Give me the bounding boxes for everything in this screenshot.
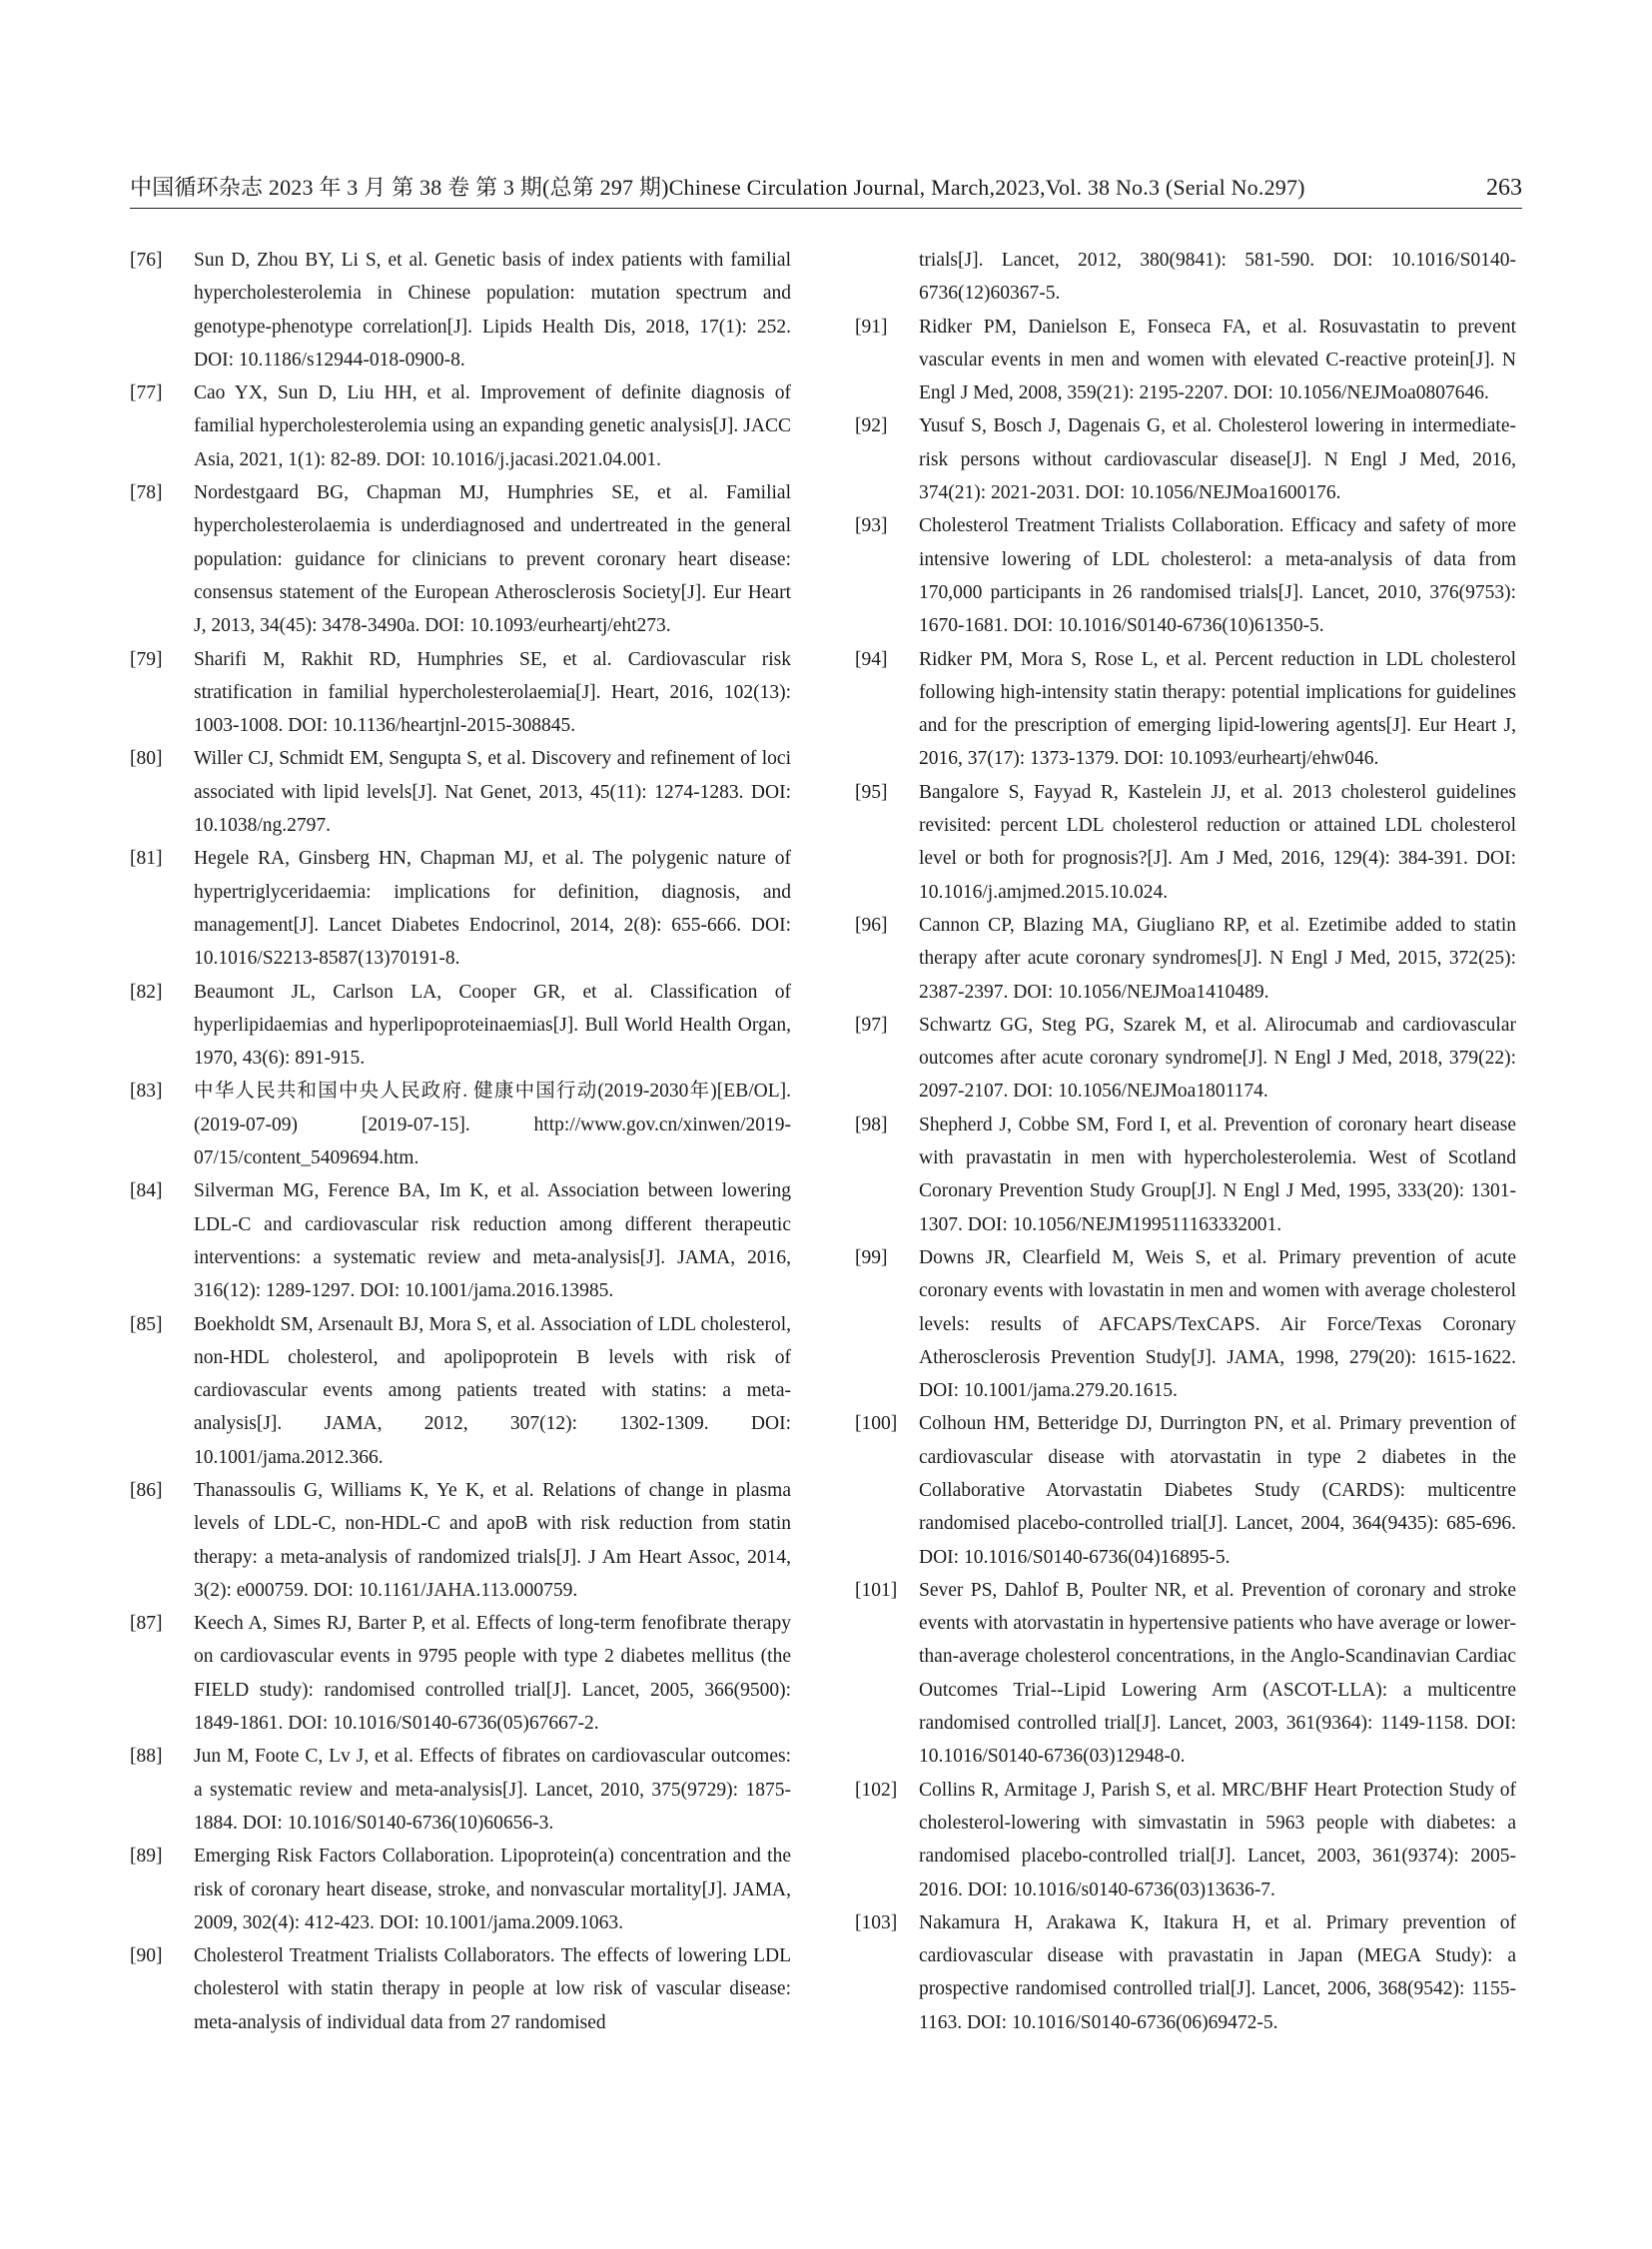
reference-item <box>855 643 1516 776</box>
reference-number: [84] <box>130 1180 163 1202</box>
reference-number: [81] <box>130 848 163 870</box>
reference-item <box>855 244 1516 311</box>
reference-item <box>130 476 791 642</box>
reference-number: [76] <box>130 250 163 271</box>
reference-text: Thanassoulis G, Williams K, Ye K, et al. Relations of change in plasma levels of LDL-C, non-HDL-C and apoB with risk reduction from statin therapy: a meta-analysis of randomized trials[J]. J Am Heart Assoc, 2014, 3(2): e000759. DOI: 10.1161/JAHA.113.000759. <box>194 1479 791 1601</box>
reference-text: Sharifi M, Rakhit RD, Humphries SE, et al. Cardiovascular risk stratification in familial hypercholesterolaemia[J]. Heart, 2016, 102(13): 1003-1008. DOI: 10.1136/heartjnl-2015-308845. <box>194 648 791 737</box>
reference-item <box>130 1840 791 1939</box>
reference-number: [92] <box>855 415 888 437</box>
reference-item <box>130 643 791 743</box>
reference-item <box>855 1906 1516 2039</box>
reference-number: [87] <box>130 1613 163 1635</box>
reference-number: [90] <box>130 1945 163 1967</box>
reference-number: [83] <box>130 1081 163 1103</box>
reference-number: [99] <box>855 1246 888 1268</box>
reference-number: [88] <box>130 1746 163 1768</box>
reference-text: Downs JR, Clearfield M, Weis S, et al. Primary prevention of acute coronary events with lovastatin in men and women with average cholesterol levels: results of AFCAPS/TexCAPS. Air Force/Texas Coronary Atherosclerosis Prevention Study[J]. JAMA, 1998, 279(20): 1615-1622. DOI: 10.1001/jama.279.20.1615. <box>919 1246 1516 1402</box>
reference-text: Collins R, Armitage J, Parish S, et al. MRC/BHF Heart Protection Study of cholesterol-lowering with simvastatin in 5963 people with diabetes: a randomised placebo-controlled trial[J]. Lancet, 2003, 361(9374): 2005-2016. DOI: 10.1016/s0140-6736(03)13636-7. <box>919 1779 1516 1900</box>
reference-text: Sun D, Zhou BY, Li S, et al. Genetic basis of index patients with familial hypercholesterolemia in Chinese population: mutation spectrum and genotype-phenotype correlation[J]. Lipids Health Dis, 2018, 17(1): 252. DOI: 10.1186/s12944-018-0900-8. <box>194 250 791 371</box>
reference-item <box>855 1109 1516 1241</box>
reference-number: [80] <box>130 748 163 770</box>
reference-number: [77] <box>130 382 163 404</box>
reference-text: Hegele RA, Ginsberg HN, Chapman MJ, et al. The polygenic nature of hypertriglyceridaemia: implications for definition, diagnosis, and management[J]. Lancet Diabetes Endocrinol, 2014, 2(8): 655-666. DOI: 10.1016/S2213-8587(13)70191-8. <box>194 848 791 970</box>
reference-item <box>130 742 791 842</box>
reference-item <box>855 1241 1516 1407</box>
reference-number: [94] <box>855 648 888 670</box>
reference-number: [96] <box>855 914 888 936</box>
reference-item <box>855 311 1516 410</box>
reference-item <box>855 1574 1516 1774</box>
reference-number: [102] <box>855 1779 898 1801</box>
reference-text: Silverman MG, Ference BA, Im K, et al. Association between lowering LDL-C and cardiovascular risk reduction among different therapeutic interventions: a systematic review and meta-analysis[J]. JAMA, 2016, 316(12): 1289-1297. DOI: 10.1001/jama.2016.13985. <box>194 1180 791 1302</box>
reference-item <box>855 1407 1516 1573</box>
reference-item <box>855 409 1516 509</box>
reference-number: [103] <box>855 1911 898 1933</box>
reference-item <box>130 1740 791 1840</box>
reference-item <box>855 1774 1516 1906</box>
reference-text: Cholesterol Treatment Trialists Collaborators. The effects of lowering LDL cholesterol with statin therapy in people at low risk of vascular disease: meta-analysis of individual data from 27 randomised <box>194 1945 791 2033</box>
reference-text: Bangalore S, Fayyad R, Kastelein JJ, et al. 2013 cholesterol guidelines revisited: percent LDL cholesterol reduction or attained LDL cholesterol level or both for prognosis?[J]. Am J Med, 2016, 129(4): 384-391. DOI: 10.1016/j.amjmed.2015.10.024. <box>919 781 1516 903</box>
journal-title-line: 中国循环杂志 2023 年 3 月 第 38 卷 第 3 期(总第 297 期)Chinese Circulation Journal, March,2023,Vol. 38 No.3 (Serial No.297) <box>130 175 1305 200</box>
reference-text: Cholesterol Treatment Trialists Collaboration. Efficacy and safety of more intensive lowering of LDL cholesterol: a meta-analysis of data from 170,000 participants in 26 randomised trials[J]. Lancet, 2010, 376(9753): 1670-1681. DOI: 10.1016/S0140-6736(10)61350-5. <box>919 515 1516 637</box>
reference-item <box>130 1075 791 1174</box>
reference-item <box>130 1474 791 1607</box>
reference-item <box>130 1939 791 2039</box>
reference-item <box>855 509 1516 642</box>
reference-number: [93] <box>855 515 888 537</box>
reference-text: Yusuf S, Bosch J, Dagenais G, et al. Cholesterol lowering in intermediate-risk persons without cardiovascular disease[J]. N Engl J Med, 2016, 374(21): 2021-2031. DOI: 10.1056/NEJMoa1600176. <box>919 415 1516 504</box>
reference-text: trials[J]. Lancet, 2012, 380(9841): 581-590. DOI: 10.1016/S0140-6736(12)60367-5. <box>919 250 1516 305</box>
reference-text: Colhoun HM, Betteridge DJ, Durrington PN, et al. Primary prevention of cardiovascular disease with atorvastatin in type 2 diabetes in the Collaborative Atorvastatin Diabetes Study (CARDS): multicentre randomised placebo-controlled trial[J]. Lancet, 2004, 364(9435): 685-696. DOI: 10.1016/S0140-6736(04)16895-5. <box>919 1413 1516 1568</box>
running-header <box>130 172 1522 209</box>
reference-text: Schwartz GG, Steg PG, Szarek M, et al. Alirocumab and cardiovascular outcomes after acute coronary syndrome[J]. N Engl J Med, 2018, 379(22): 2097-2107. DOI: 10.1056/NEJMoa1801174. <box>919 1014 1516 1103</box>
reference-item <box>130 976 791 1076</box>
reference-item <box>130 1308 791 1474</box>
reference-text: Beaumont JL, Carlson LA, Cooper GR, et al. Classification of hyperlipidaemias and hyperlipoproteinaemias[J]. Bull World Health Organ, 1970, 43(6): 891-915. <box>194 981 791 1070</box>
reference-column-right <box>855 244 1516 2039</box>
reference-item <box>855 776 1516 909</box>
reference-number: [95] <box>855 781 888 803</box>
reference-number: [91] <box>855 316 888 338</box>
reference-text: Ridker PM, Danielson E, Fonseca FA, et al. Rosuvastatin to prevent vascular events in men and women with elevated C-reactive protein[J]. N Engl J Med, 2008, 359(21): 2195-2207. DOI: 10.1056/NEJMoa0807646. <box>919 316 1516 404</box>
reference-number: [86] <box>130 1479 163 1501</box>
reference-text: Boekholdt SM, Arsenault BJ, Mora S, et al. Association of LDL cholesterol, non-HDL cholesterol, and apolipoprotein B levels with risk of cardiovascular events among patients treated with statins: a meta-analysis[J]. JAMA, 2012, 307(12): 1302-1309. DOI: 10.1001/jama.2012.366. <box>194 1313 791 1468</box>
reference-item <box>855 1009 1516 1109</box>
reference-text: 中华人民共和国中央人民政府. 健康中国行动(2019-2030年)[EB/OL]. (2019-07-09) [2019-07-15]. http://www.gov.cn/xinwen/2019-07/15/content_5409694.htm. <box>194 1081 791 1169</box>
reference-item <box>855 909 1516 1009</box>
reference-number: [100] <box>855 1413 898 1435</box>
reference-number: [82] <box>130 981 163 1003</box>
page-number: 263 <box>1486 175 1522 201</box>
reference-text: Nakamura H, Arakawa K, Itakura H, et al. Primary prevention of cardiovascular disease with pravastatin in Japan (MEGA Study): a prospective randomised controlled trial[J]. Lancet, 2006, 368(9542): 1155-1163. DOI: 10.1016/S0140-6736(06)69472-5. <box>919 1911 1516 2033</box>
reference-text: Emerging Risk Factors Collaboration. Lipoprotein(a) concentration and the risk of coronary heart disease, stroke, and nonvascular mortality[J]. JAMA, 2009, 302(4): 412-423. DOI: 10.1001/jama.2009.1063. <box>194 1846 791 1933</box>
reference-item <box>130 376 791 476</box>
reference-number: [79] <box>130 648 163 670</box>
reference-text: Nordestgaard BG, Chapman MJ, Humphries SE, et al. Familial hypercholesterolaemia is underdiagnosed and undertreated in the general population: guidance for clinicians to prevent coronary heart disease: consensus statement of the European Atherosclerosis Society[J]. Eur Heart J, 2013, 34(45): 3478-3490a. DOI: 10.1093/eurheartj/eht273. <box>194 482 791 637</box>
reference-number: [85] <box>130 1313 163 1335</box>
reference-text: Shepherd J, Cobbe SM, Ford I, et al. Prevention of coronary heart disease with pravastatin in men with hypercholesterolemia. West of Scotland Coronary Prevention Study Group[J]. N Engl J Med, 1995, 333(20): 1301-1307. DOI: 10.1056/NEJM199511163332001. <box>919 1114 1516 1235</box>
reference-number: [98] <box>855 1114 888 1135</box>
reference-text: Willer CJ, Schmidt EM, Sengupta S, et al. Discovery and refinement of loci associated with lipid levels[J]. Nat Genet, 2013, 45(11): 1274-1283. DOI: 10.1038/ng.2797. <box>194 748 791 837</box>
reference-item <box>130 842 791 975</box>
reference-text: Cannon CP, Blazing MA, Giugliano RP, et al. Ezetimibe added to statin therapy after acute coronary syndromes[J]. N Engl J Med, 2015, 372(25): 2387-2397. DOI: 10.1056/NEJMoa1410489. <box>919 914 1516 1003</box>
reference-item <box>130 244 791 376</box>
reference-column-left <box>130 244 791 2039</box>
reference-number: [97] <box>855 1014 888 1036</box>
reference-number: [89] <box>130 1846 163 1868</box>
reference-text: Cao YX, Sun D, Liu HH, et al. Improvement of definite diagnosis of familial hypercholesterolemia using an expanding genetic analysis[J]. JACC Asia, 2021, 1(1): 82-89. DOI: 10.1016/j.jacasi.2021.04.001. <box>194 382 791 470</box>
reference-text: Keech A, Simes RJ, Barter P, et al. Effects of long-term fenofibrate therapy on cardiovascular events in 9795 people with type 2 diabetes mellitus (the FIELD study): randomised controlled trial[J]. Lancet, 2005, 366(9500): 1849-1861. DOI: 10.1016/S0140-6736(05)67667-2. <box>194 1613 791 1735</box>
reference-item <box>130 1607 791 1740</box>
reference-number: [78] <box>130 482 163 504</box>
reference-text: Jun M, Foote C, Lv J, et al. Effects of fibrates on cardiovascular outcomes: a systematic review and meta-analysis[J]. Lancet, 2010, 375(9729): 1875-1884. DOI: 10.1016/S0140-6736(10)60656-3. <box>194 1746 791 1834</box>
reference-text: Ridker PM, Mora S, Rose L, et al. Percent reduction in LDL cholesterol following high-intensity statin therapy: potential implications for guidelines and for the prescription of emerging lipid-lowering agents[J]. Eur Heart J, 2016, 37(17): 1373-1379. DOI: 10.1093/eurheartj/ehw046. <box>919 648 1516 770</box>
reference-item <box>130 1174 791 1307</box>
reference-text: Sever PS, Dahlof B, Poulter NR, et al. Prevention of coronary and stroke events with atorvastatin in hypertensive patients who have average or lower-than-average cholesterol concentrations, in the Anglo-Scandinavian Cardiac Outcomes Trial--Lipid Lowering Arm (ASCOT-LLA): a multicentre randomised controlled trial[J]. Lancet, 2003, 361(9364): 1149-1158. DOI: 10.1016/S0140-6736(03)12948-0. <box>919 1579 1516 1768</box>
reference-number: [101] <box>855 1579 898 1601</box>
